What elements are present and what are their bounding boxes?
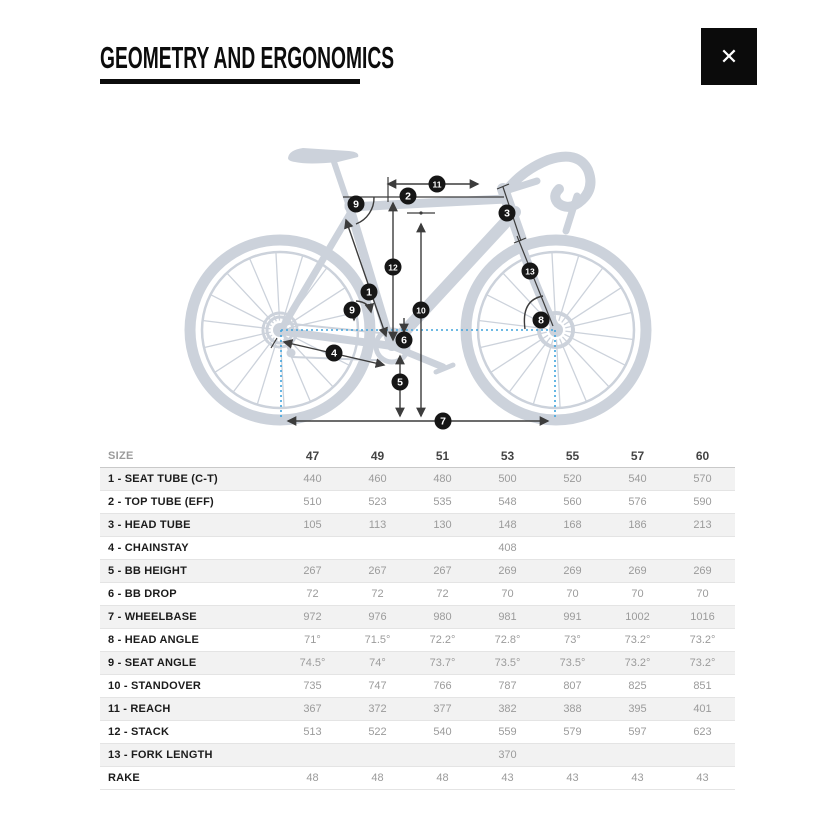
svg-text:12: 12 — [388, 262, 398, 273]
table-row — [100, 744, 735, 767]
cell-value: 73.2° — [670, 652, 735, 675]
cell-value: 269 — [605, 560, 670, 583]
cell-value: 43 — [540, 767, 605, 790]
dimension-marker-8 — [533, 312, 550, 329]
cell-value: 395 — [605, 698, 670, 721]
row-label: 6 - BB DROP — [100, 583, 280, 606]
cell-value: 460 — [368, 473, 387, 485]
cell-value: 510 — [280, 491, 345, 514]
table-row — [100, 560, 735, 583]
dimension-marker-1 — [361, 284, 378, 301]
row-label: 9 - SEAT ANGLE — [100, 652, 280, 675]
dimension-marker-10 — [413, 302, 430, 319]
svg-text:11: 11 — [432, 179, 442, 190]
dimension-marker-6 — [396, 332, 413, 349]
cell-value: 540 — [410, 721, 475, 744]
cell-value: 388 — [540, 698, 605, 721]
size-column-value: 51 — [410, 445, 475, 468]
table-row — [100, 652, 735, 675]
cell-value: 523 — [345, 491, 410, 514]
cell-value — [280, 537, 345, 560]
cell-value: 623 — [670, 721, 735, 744]
cell-value: 560 — [540, 491, 605, 514]
cell-value: 991 — [540, 606, 605, 629]
dimension-marker-3 — [499, 205, 516, 222]
cell-value: 72 — [410, 583, 475, 606]
dimension-marker-2 — [400, 188, 417, 205]
cell-value: 72 — [345, 583, 410, 606]
cell-value: 513 — [280, 721, 345, 744]
cell-value — [670, 744, 735, 767]
cell-value: 372 — [345, 698, 410, 721]
size-column-value: 47 — [280, 445, 345, 468]
cell-value: 548 — [475, 491, 540, 514]
cell-value: 766 — [410, 675, 475, 698]
row-label: 3 - HEAD TUBE — [100, 514, 280, 537]
row-label: 13 - FORK LENGTH — [100, 744, 280, 767]
row-label: 4 - CHAINSTAY — [100, 537, 280, 560]
table-row — [100, 721, 735, 744]
dimension-marker-9 — [348, 196, 365, 213]
cell-value: 43 — [475, 767, 540, 790]
cell-value: 168 — [540, 514, 605, 537]
table-row — [100, 514, 735, 537]
size-column-value: 55 — [540, 445, 605, 468]
dimension-marker-13 — [522, 263, 539, 280]
table-row — [100, 468, 735, 491]
cell-value: 267 — [280, 560, 345, 583]
table-row — [100, 629, 735, 652]
cell-value: 186 — [605, 514, 670, 537]
dimension-marker-4 — [326, 345, 343, 362]
row-label: 7 - WHEELBASE — [100, 606, 280, 629]
cell-value: 70 — [540, 583, 605, 606]
row-label: 12 - STACK — [100, 721, 280, 744]
table-row — [100, 698, 735, 721]
cell-value: 70 — [475, 583, 540, 606]
cell-value: 72.8° — [475, 629, 540, 652]
svg-text:8: 8 — [538, 314, 544, 327]
svg-text:4: 4 — [331, 347, 337, 360]
geometry-table — [100, 445, 735, 790]
cell-value: 267 — [345, 560, 410, 583]
dimension-marker-7 — [435, 413, 452, 430]
dimension-marker-11 — [429, 176, 446, 193]
cell-value — [670, 537, 735, 560]
cell-value: 73.5° — [540, 652, 605, 675]
cell-value: 825 — [605, 675, 670, 698]
table-row — [100, 583, 735, 606]
size-column-value: 49 — [345, 445, 410, 468]
cell-value — [280, 744, 345, 767]
cell-value: 787 — [475, 675, 540, 698]
svg-text:1: 1 — [366, 286, 372, 299]
cell-value: 747 — [345, 675, 410, 698]
cell-value: 74° — [345, 652, 410, 675]
geometry-table-body — [100, 468, 735, 790]
cell-value: 535 — [410, 491, 475, 514]
row-label: RAKE — [100, 767, 280, 790]
size-column-value: 53 — [475, 445, 540, 468]
svg-text:9: 9 — [353, 198, 359, 211]
cell-value: 520 — [563, 473, 582, 485]
page-title: GEOMETRY AND ERGONOMICS — [100, 40, 395, 75]
cell-value: 48 — [345, 767, 410, 790]
cell-value: 73.2° — [605, 629, 670, 652]
cell-value: 980 — [410, 606, 475, 629]
cell-value: 981 — [475, 606, 540, 629]
dimension-marker-5 — [392, 374, 409, 391]
cell-value: 382 — [475, 698, 540, 721]
cell-value: 269 — [475, 560, 540, 583]
cell-value: 73.5° — [475, 652, 540, 675]
cell-value — [345, 537, 410, 560]
dimension-marker-9 — [344, 302, 361, 319]
size-column-header: SIZE — [100, 445, 280, 468]
cell-value: 213 — [670, 514, 735, 537]
cell-value — [410, 537, 475, 560]
cell-value — [345, 744, 410, 767]
size-column-value: 57 — [605, 445, 670, 468]
geometry-table-wrap — [100, 445, 735, 790]
cell-value: 73.7° — [410, 652, 475, 675]
svg-text:13: 13 — [525, 266, 535, 277]
table-row — [100, 606, 735, 629]
cell-value: 43 — [670, 767, 735, 790]
svg-text:9: 9 — [349, 304, 355, 317]
svg-text:2: 2 — [405, 190, 411, 203]
cell-value: 269 — [670, 560, 735, 583]
cell-value: 43 — [605, 767, 670, 790]
cell-value: 807 — [540, 675, 605, 698]
cell-value: 367 — [280, 698, 345, 721]
cell-value: 70 — [605, 583, 670, 606]
row-label: 5 - BB HEIGHT — [100, 560, 280, 583]
cell-value: 590 — [670, 491, 735, 514]
cell-value: 735 — [280, 675, 345, 698]
size-column-value: 60 — [670, 445, 735, 468]
cell-value: 408 — [475, 537, 540, 560]
cell-value: 401 — [670, 698, 735, 721]
row-label: 8 - HEAD ANGLE — [100, 629, 280, 652]
cell-value — [540, 537, 605, 560]
cell-value: 71° — [280, 629, 345, 652]
cell-value: 105 — [280, 514, 345, 537]
cell-value: 130 — [410, 514, 475, 537]
svg-text:5: 5 — [397, 376, 403, 389]
svg-text:7: 7 — [440, 415, 446, 428]
row-label: 10 - STANDOVER — [100, 675, 280, 698]
table-row — [100, 675, 735, 698]
cell-value — [410, 744, 475, 767]
cell-value — [540, 744, 605, 767]
cell-value: 113 — [345, 514, 410, 537]
cell-value: 73.2° — [605, 652, 670, 675]
cell-value: 71.5° — [345, 629, 410, 652]
cell-value: 480 — [433, 473, 452, 485]
geometry-table-head-row — [100, 445, 735, 468]
cell-value: 70 — [670, 583, 735, 606]
cell-value: 269 — [540, 560, 605, 583]
cell-value: 72 — [280, 583, 345, 606]
cell-value: 597 — [605, 721, 670, 744]
cell-value: 972 — [280, 606, 345, 629]
cell-value: 74.5° — [280, 652, 345, 675]
cell-value: 72.2° — [410, 629, 475, 652]
bike-silhouette — [190, 148, 646, 420]
cell-value: 976 — [345, 606, 410, 629]
cell-value: 851 — [670, 675, 735, 698]
cell-value: 73° — [540, 629, 605, 652]
svg-text:3: 3 — [504, 207, 510, 220]
cell-value: 267 — [410, 560, 475, 583]
svg-text:10: 10 — [416, 305, 426, 316]
table-row — [100, 767, 735, 790]
cell-value: 48 — [410, 767, 475, 790]
cell-value: 540 — [628, 473, 647, 485]
row-label: 11 - REACH — [100, 698, 280, 721]
cell-value: 579 — [540, 721, 605, 744]
cell-value: 440 — [303, 473, 322, 485]
cell-value: 73.2° — [670, 629, 735, 652]
saddle — [288, 148, 358, 164]
cell-value: 570 — [693, 473, 712, 485]
cell-value: 576 — [605, 491, 670, 514]
cell-value: 148 — [475, 514, 540, 537]
cell-value: 1002 — [605, 606, 670, 629]
cell-value: 48 — [280, 767, 345, 790]
row-label: 1 - SEAT TUBE (C-T) — [108, 473, 218, 485]
cell-value: 370 — [475, 744, 540, 767]
cell-value: 377 — [410, 698, 475, 721]
cell-value — [605, 537, 670, 560]
cell-value: 559 — [475, 721, 540, 744]
cell-value: 500 — [498, 473, 517, 485]
cell-value — [605, 744, 670, 767]
cell-value: 1016 — [670, 606, 735, 629]
table-row — [100, 537, 735, 560]
row-label: 2 - TOP TUBE (EFF) — [100, 491, 280, 514]
close-icon: ✕ — [719, 43, 739, 69]
table-row — [100, 491, 735, 514]
svg-text:6: 6 — [401, 334, 407, 347]
dimension-marker-12 — [385, 259, 402, 276]
cell-value: 522 — [345, 721, 410, 744]
